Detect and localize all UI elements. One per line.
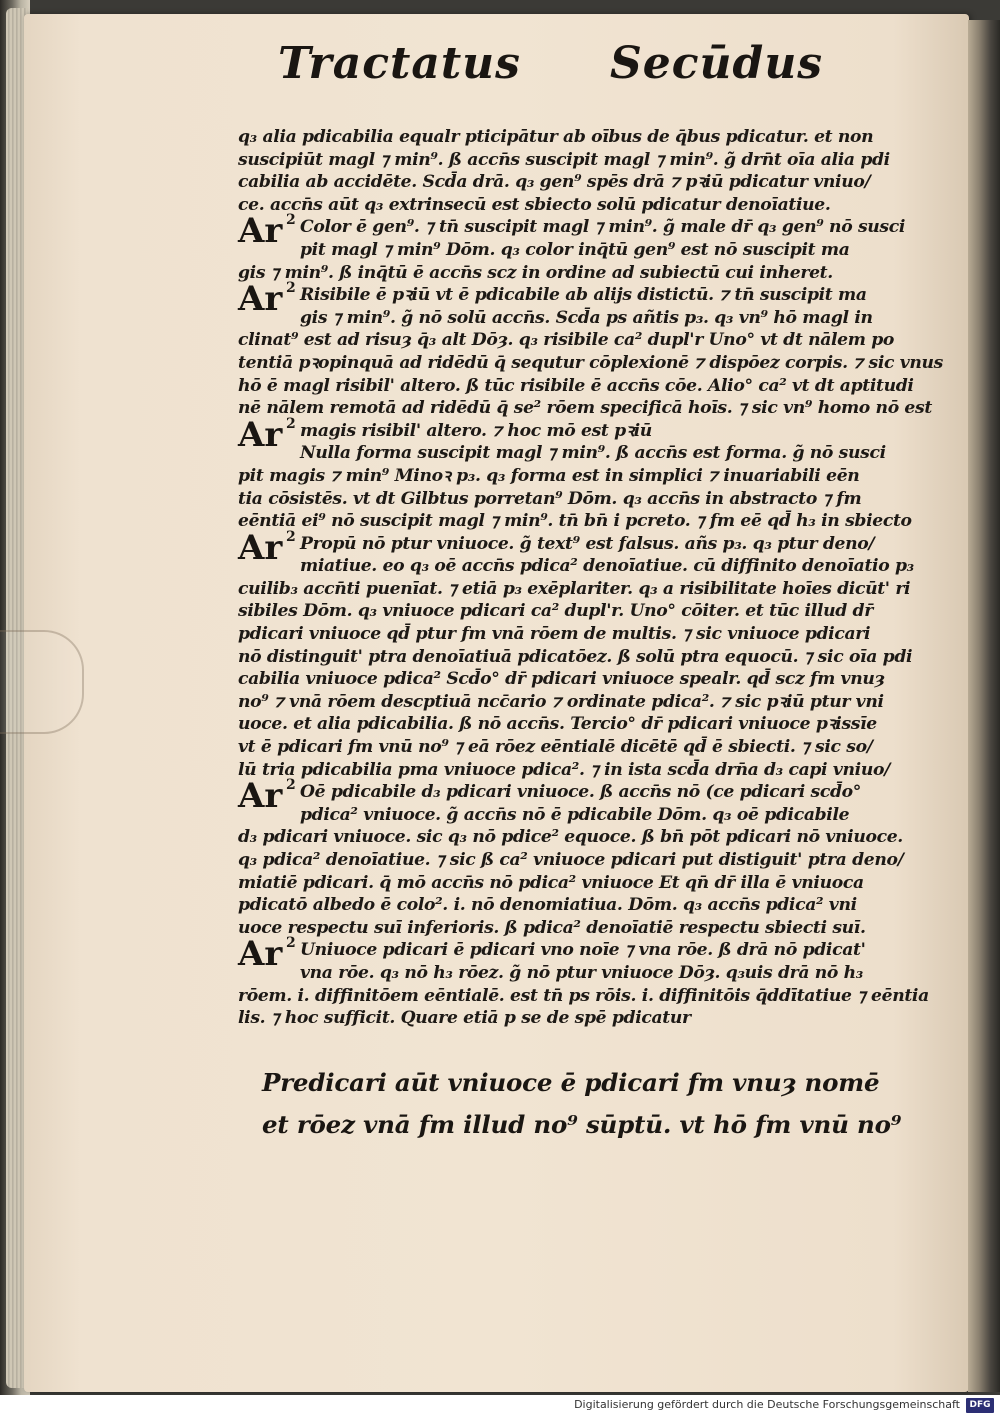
text-line: Risibile ē pꝛiū vt ē pdicabile ab alijs distictū. ⁊ tn̄ suscipit ma bbox=[300, 285, 867, 306]
text-line: gis ⁊ min⁹. g̃ nō solū accn̄s. Scd̄a ps añtis p₃. q₃ vn⁹ hō magl in bbox=[300, 307, 873, 328]
text-line: uoce respectu suī inferioris. ß pdica² denoīatiē respectu sbiecti suī. bbox=[238, 917, 866, 938]
text-line: sibiles Dōm. q₃ vniuoce pdicari ca² dupl'r. Uno° cōiter. et tūc illud dr̄ bbox=[238, 601, 873, 622]
argument-marker: Ar bbox=[238, 414, 283, 455]
text-line: pdicari vniuoce qd̄ ptur fm vnā rōem de multis. ⁊ sic vniuoce pdicari bbox=[238, 624, 871, 645]
argument-marker-number: 2 bbox=[286, 280, 296, 297]
argument-paragraph bbox=[238, 279, 944, 420]
text-line: cabilia ab accidēte. Scd̄a drā. q₃ gen⁹ spēs drā ⁊ pꝛiū pdicatur vniuo/ bbox=[238, 172, 871, 193]
text-line: uoce. et alia pdicabilia. ß nō accn̄s. Tercio° dr̄ pdicari vniuoce pꝛissīe bbox=[238, 714, 877, 735]
text-line: q₃ pdica² denoīatiue. ⁊ sic ß ca² vniuoce pdicari put distiguit' ptra deno/ bbox=[238, 850, 904, 870]
text-line: Propū nō ptur vniuoce. g̃ text⁹ est falsus. añs p₃. q₃ ptur deno/ bbox=[300, 533, 875, 554]
text-line: tentiā pꝛopinquā ad ridēdū q̄ sequtur cōplexionē ⁊ dispōez corpis. ⁊ sic vnus bbox=[238, 352, 944, 373]
text-line: Color ē gen⁹. ⁊ tn̄ suscipit magl ⁊ min⁹. g̃ male dr̄ q₃ gen⁹ nō susci bbox=[300, 217, 906, 238]
page-clip-mark bbox=[0, 630, 84, 734]
argument-paragraph bbox=[238, 211, 906, 284]
text-line: magis risibil' altero. ⁊ hoc mō est pꝛiū bbox=[300, 420, 652, 441]
dfg-logo: DFG bbox=[966, 1398, 994, 1413]
main-text-block bbox=[238, 126, 944, 1030]
text-line: miatiē pdicari. q̄ mō accn̄s nō pdica² vniuoce Et qn̄ dr̄ illa ē vniuoca bbox=[238, 872, 864, 893]
text-line: miatiue. eo q₃ oē accn̄s pdica² denoīatiue. cū diffinito denoīatio p₃ bbox=[300, 556, 914, 577]
text-line: q₃ alia pdicabilia equalr pticipātur ab oībus de q̄bus pdicatur. et non bbox=[238, 127, 874, 147]
text-line: vt ē pdicari fm vnū no⁹ ⁊ eā rōez eēntialē dicētē qd̄ ē sbiecti. ⁊ sic so/ bbox=[238, 737, 873, 758]
text-line: lū tria pdicabilia pma vniuoce pdica². ⁊ in ista scd̄a drn̄a d₃ capi vniuo/ bbox=[238, 759, 891, 780]
text-line: vna rōe. q₃ nō h₃ rōez. g̃ nō ptur vniuoce Dōȝ. q₃uis drā nō h₃ bbox=[300, 962, 863, 983]
text-line: pit magl ⁊ min⁹ Dōm. q₃ color inq̄tū gen⁹ est nō suscipit ma bbox=[300, 239, 850, 260]
argument-marker: Ar bbox=[238, 527, 283, 568]
text-line: lis. ⁊ hoc sufficit. Quare etiā p se de spē pdicatur bbox=[238, 1008, 691, 1029]
book-edge-right bbox=[968, 20, 1000, 1392]
text-line: d₃ pdicari vniuoce. sic q₃ nō pdice² equoce. ß bn̄ pōt pdicari nō vniuoce. bbox=[238, 827, 903, 848]
argument-marker: Ar bbox=[238, 211, 283, 252]
text-line: rōem. i. diffinitōem eēntialē. est tn̄ ps rōis. i. diffinitōis q̄ddītatiue ⁊ eēntia bbox=[238, 985, 929, 1006]
text-line: pdicatō albedo ē colo². i. nō denomiatiua. Dōm. q₃ accn̄s pdica² vni bbox=[238, 895, 857, 916]
text-line: Nulla forma suscipit magl ⁊ min⁹. ß accn̄s est forma. g̃ nō susci bbox=[300, 443, 886, 464]
text-line: cabilia vniuoce pdica² Scd̄o° dr̄ pdicari vniuoce spealr. qd̄ scz fm vnuȝ bbox=[238, 669, 885, 690]
running-head bbox=[0, 38, 1000, 98]
closing-line: Predicari aūt vniuoce ē pdicari fm vnuȝ nomē bbox=[262, 1068, 880, 1097]
text-line: no⁹ ⁊ vnā rōem descptiuā ncc̄ario ⁊ ordinate pdica². ⁊ sic pꝛiū ptur vni bbox=[238, 691, 884, 712]
footer-bar bbox=[0, 1395, 1000, 1417]
text-line: nē nālem remotā ad ridēdū q̄ se² rōem specificā hoīs. ⁊ sic vn⁹ homo nō est bbox=[238, 398, 932, 419]
argument-marker: Ar bbox=[238, 934, 283, 975]
paragraph bbox=[238, 126, 890, 216]
argument-marker: Ar bbox=[238, 776, 283, 817]
running-head-left: Tractatus bbox=[278, 38, 521, 89]
text-line: ce. accn̄s aūt q₃ extrinsecū est sbiecto solū pdicatur denoīatiue. bbox=[238, 194, 831, 215]
text-line: pit magis ⁊ min⁹ Minoꝛ p₃. q₃ forma est in simplici ⁊ inuariabili eēn bbox=[238, 465, 860, 486]
argument-marker-number: 2 bbox=[286, 212, 296, 229]
closing-line: et rōez vnā fm illud no⁹ sūptū. vt hō fm vnū no⁹ bbox=[262, 1110, 902, 1139]
footer-credit: Digitalisierung gefördert durch die Deutsche Forschungsgemeinschaft bbox=[574, 1398, 960, 1411]
text-line: pdica² vniuoce. g̃ accn̄s nō ē pdicabile Dōm. q₃ oē pdicabile bbox=[300, 804, 850, 825]
closing-text bbox=[262, 1062, 902, 1146]
text-line: eēntiā ei⁹ nō suscipit magl ⁊ min⁹. tn̄ bn̄ i pcreto. ⁊ fm eē qd̄ h₃ in sbiecto bbox=[238, 511, 912, 532]
text-line: tia cōsistēs. vt dt Gilbtus porretan⁹ Dōm. q₃ accn̄s in abstracto ⁊ fm bbox=[238, 488, 862, 509]
text-line: nō distinguit' ptra denoīatiuā pdicatōez. ß solū ptra equocū. ⁊ sic oīa pdi bbox=[238, 646, 913, 667]
argument-marker-number: 2 bbox=[286, 777, 296, 794]
argument-marker-number: 2 bbox=[286, 415, 296, 432]
text-line: Oē pdicabile d₃ pdicari vniuoce. ß accn̄s nō (ce pdicari scd̄o° bbox=[300, 782, 861, 803]
text-line: suscipiūt magl ⁊ min⁹. ß accn̄s suscipit magl ⁊ min⁹. g̃ drn̄t oīa alia pdi bbox=[238, 149, 890, 170]
text-line: hō ē magl risibil' altero. ß tūc risibile ē accn̄s cōe. Alio° ca² vt dt aptitudi bbox=[238, 375, 914, 396]
text-line: Uniuoce pdicari ē pdicari vno noīe ⁊ vna rōe. ß drā nō pdicat' bbox=[300, 940, 866, 961]
text-line: gis ⁊ min⁹. ß inq̄tū ē accn̄s scz in ordine ad subiectū cui inheret. bbox=[238, 262, 833, 283]
argument-paragraph bbox=[238, 934, 929, 1029]
argument-paragraph bbox=[238, 414, 912, 533]
argument-marker-number: 2 bbox=[286, 935, 296, 952]
argument-paragraph bbox=[238, 527, 914, 782]
argument-marker: Ar bbox=[238, 279, 283, 320]
argument-paragraph bbox=[238, 776, 904, 939]
running-head-right: Secūdus bbox=[610, 38, 824, 89]
text-line: clinat⁹ est ad risuȝ q̄₃ alt Dōȝ. q₃ risibile ca² dupl'r Uno° vt dt nālem po bbox=[238, 330, 895, 351]
argument-marker-number: 2 bbox=[286, 528, 296, 545]
text-line: cuilib₃ accn̄ti puenīat. ⁊ etiā p₃ exēplariter. q₃ a risibilitate hoīes dicūt' ri bbox=[238, 578, 911, 599]
